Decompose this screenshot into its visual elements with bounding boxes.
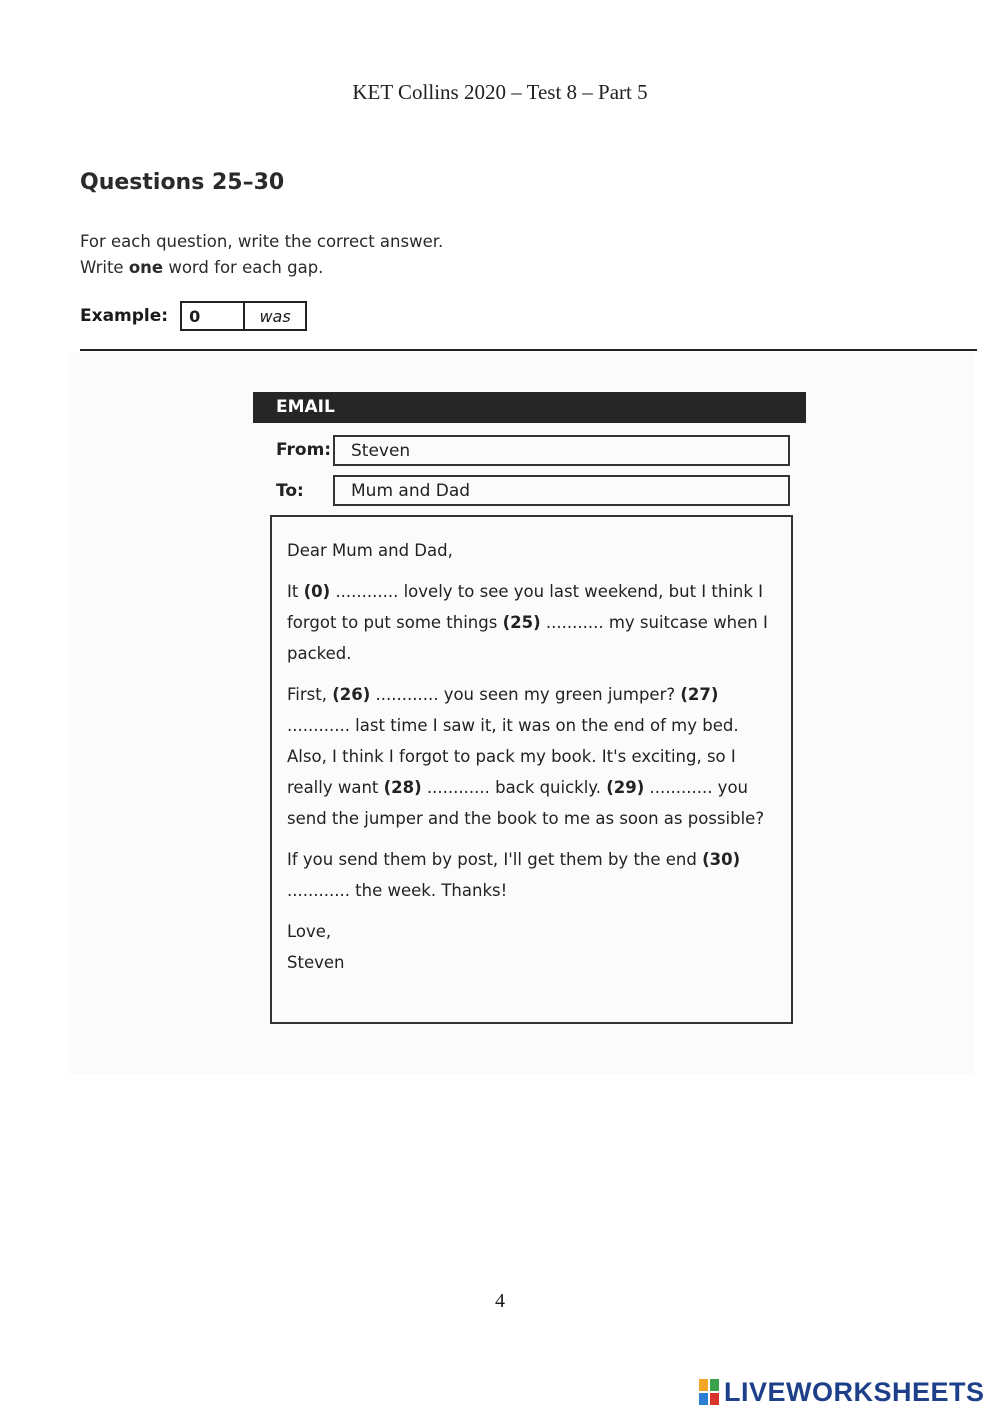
paragraph-2: First, (26) ............ you seen my green jumper? (27) ............ last time I saw it, it was on the end of my bed. Also, I think I forgot to pack my book. It's exciting, so I really want (28) ............ back quickly. (29) ............ you send the jumper and the book to me as soon as possible? [287, 685, 765, 828]
email-title-bar: EMAIL [253, 392, 806, 423]
example-number: 0 [182, 303, 245, 329]
gap-25: (25) [502, 613, 541, 632]
gap-26: (26) [332, 685, 371, 704]
paragraph-1: It (0) ............ lovely to see you last weekend, but I think I forgot to put some things (25) ........... my suitcase when I packed. [287, 582, 768, 663]
instruction-line-1: For each question, write the correct answer. [80, 232, 444, 251]
closing: Love, [287, 922, 332, 941]
example-answer: was [259, 307, 291, 326]
paragraph-3: If you send them by post, I'll get them by the end (30) ............ the week. Thanks! [287, 850, 741, 900]
gap-28: (28) [383, 778, 422, 797]
gap-27: (27) [680, 685, 719, 704]
gap-29: (29) [606, 778, 645, 797]
from-label: From: [276, 440, 332, 460]
brand-name: LIVEWORKSHEETS [724, 1376, 985, 1407]
page-number: 4 [495, 1290, 505, 1312]
divider-line [80, 349, 977, 351]
to-label: To: [276, 481, 304, 501]
greeting: Dear Mum and Dad, [287, 541, 453, 560]
liveworksheets-brand [698, 1375, 985, 1409]
instructions [80, 229, 443, 281]
page-header: KET Collins 2020 – Test 8 – Part 5 [352, 80, 648, 104]
liveworksheets-logo-icon [698, 1378, 720, 1406]
emphasis-one: one [128, 258, 164, 277]
email-body [270, 515, 793, 1024]
gap-30: (30) [702, 850, 741, 869]
to-field: Mum and Dad [333, 475, 790, 506]
gap-0: (0) [303, 582, 331, 601]
questions-title: Questions 25–30 [80, 170, 285, 195]
example-row [80, 300, 307, 332]
example-label: Example: [80, 306, 169, 326]
instruction-line-2: Write one word for each gap. [80, 258, 324, 277]
signature: Steven [287, 953, 345, 972]
example-box [180, 301, 307, 331]
from-field: Steven [333, 435, 790, 466]
